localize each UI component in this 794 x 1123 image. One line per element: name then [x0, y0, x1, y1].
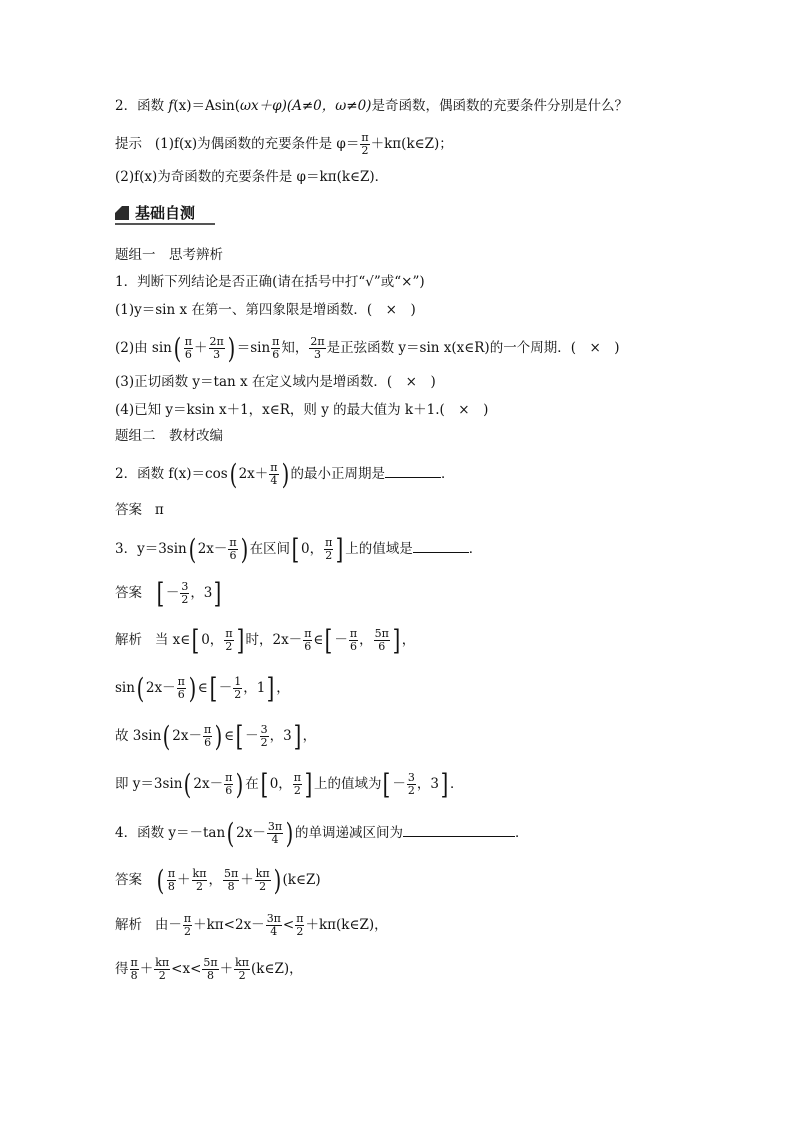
comma: ， [401, 632, 416, 648]
paren-close: ) [227, 331, 236, 365]
q-eq: ＝A [191, 98, 215, 114]
hint-line-2 [115, 167, 388, 187]
plus: ＋ [219, 961, 234, 977]
jx-a: 由－ [154, 917, 182, 933]
frac-den: 2 [238, 969, 246, 982]
bracket-open: [ [325, 623, 333, 657]
frac-num: kπ [192, 867, 207, 880]
fraction [154, 957, 170, 982]
paren-open: ( [184, 767, 192, 801]
frac-den: 2 [234, 688, 242, 701]
answer-label: 答案 [115, 585, 142, 601]
frac-den: 2 [260, 736, 268, 749]
frac-num: π [325, 536, 333, 549]
frac-num: π [225, 627, 233, 640]
neg: － [392, 776, 406, 792]
three-end: ，3 [269, 728, 292, 744]
jx-b: ＋kπ<2x－ [193, 917, 265, 933]
q4-line [115, 816, 529, 850]
answer-end: ，3 [190, 585, 213, 601]
paren-open: ( [136, 671, 145, 705]
jx1-b: 时，2x－ [245, 632, 303, 648]
frac-den: 6 [304, 640, 312, 653]
frac-den: 6 [229, 549, 237, 562]
frac-den: 2 [181, 593, 189, 606]
frac-den: 4 [271, 833, 279, 846]
frac-den: 6 [378, 640, 386, 653]
fraction [183, 913, 192, 938]
paren-open: ( [188, 532, 197, 566]
inner: 2x－ [193, 776, 224, 792]
fraction [293, 772, 302, 797]
plus: ＋ [177, 872, 191, 888]
inner: 2x－ [145, 680, 176, 696]
lt-x-lt: <x< [171, 961, 202, 977]
fraction [295, 913, 304, 938]
frac-den: 8 [130, 969, 138, 982]
q2b-text: 的最小正周期是 [290, 466, 385, 482]
frac-num: π [304, 627, 312, 640]
comma: ， [208, 872, 222, 888]
frac-num: 3 [260, 723, 268, 736]
q1-statement-2 [115, 331, 620, 365]
period: ． [449, 776, 464, 792]
q-args: ωx＋φ)(A≠0，ω≠0) [240, 98, 372, 114]
q3-jx-2 [115, 671, 290, 705]
fraction [203, 724, 212, 749]
fraction [309, 336, 325, 361]
frac-num: π [293, 771, 302, 784]
plus: ＋ [139, 961, 154, 977]
fraction [269, 462, 278, 487]
fraction [228, 537, 237, 562]
frac-num: π [296, 912, 304, 925]
paren-open: ( [229, 457, 237, 491]
bracket-open: [ [383, 767, 391, 801]
bracket-open: [ [291, 532, 300, 566]
fraction [303, 628, 312, 653]
fraction [360, 132, 369, 157]
fraction [180, 581, 189, 606]
frac-den: 4 [270, 474, 278, 487]
fraction [407, 772, 416, 797]
q1-statement-1: (1)y＝sin x 在第一、第四象限是增函数．( × ) [115, 302, 416, 318]
q4-prefix: 4．函数 y＝－tan [115, 825, 226, 841]
bracket-open: [ [209, 671, 218, 705]
bracket-close: ] [236, 623, 244, 657]
paren-open: ( [226, 816, 235, 850]
frac-num: 2π [209, 335, 224, 348]
paren-close: ) [281, 457, 289, 491]
q3-text: 在区间 [249, 541, 291, 557]
frac-num: kπ [235, 956, 250, 969]
frac-den: 2 [196, 880, 203, 893]
frac-num: π [272, 335, 280, 348]
frac-num: 3 [407, 771, 415, 784]
frac-num: kπ [155, 956, 170, 969]
bracket-open: [ [260, 767, 269, 801]
frac-num: π [229, 536, 237, 549]
q2b-line [115, 457, 455, 491]
frac-num: π [130, 956, 138, 969]
neg: － [218, 680, 233, 696]
l4-zai: 在 [245, 776, 259, 792]
frac-num: π [184, 335, 193, 348]
neg: － [245, 728, 259, 744]
frac-den: 6 [204, 736, 212, 749]
bracket-close: ] [293, 719, 301, 753]
q3-inner: 2x－ [197, 541, 228, 557]
frac-den: 6 [184, 348, 192, 361]
jx1-a: 当 x∈ [154, 632, 191, 648]
frac-den: 2 [296, 925, 304, 938]
jx-d: ＋kπ(k∈Z)， [305, 917, 388, 933]
frac-num: π [270, 461, 278, 474]
fraction [234, 957, 250, 982]
frac-num: 2π [310, 335, 325, 348]
frac-num: 5π [223, 867, 239, 880]
group-1-title: 题组一 思考辨析 [115, 247, 223, 263]
q-sin: sin( [214, 98, 241, 114]
bracket-close: ] [214, 576, 222, 610]
q2b-prefix: 2．函数 f(x)＝cos [115, 466, 228, 482]
fraction [255, 868, 271, 893]
q-fx: f [168, 98, 174, 114]
frac-den: 2 [361, 144, 369, 157]
q4-inner: 2x－ [236, 825, 266, 841]
frac-den: 2 [407, 784, 415, 797]
three-end: ，3 [416, 776, 439, 792]
section-square-icon [115, 206, 129, 220]
fraction [184, 336, 193, 361]
q4-text: 的单调递减区间为 [295, 825, 403, 841]
fraction [267, 821, 283, 846]
fraction [167, 868, 176, 893]
frac-num: 5π [374, 627, 389, 640]
one-end: ，1 [243, 680, 266, 696]
frac-den: 8 [167, 880, 175, 893]
zero: 0， [301, 541, 324, 557]
fraction [271, 336, 280, 361]
fraction [224, 628, 233, 653]
q3-jx-4 [115, 767, 464, 801]
know: 知， [281, 340, 309, 356]
frac-den: 2 [183, 925, 191, 938]
comma: ， [359, 632, 373, 648]
hint-part1-end: ＋kπ(k∈Z)； [370, 136, 453, 152]
frac-num: π [361, 131, 369, 144]
fraction [223, 868, 239, 893]
fraction [202, 957, 218, 982]
l3-prefix: 故 3sin [115, 728, 162, 744]
answer-blank[interactable] [385, 476, 441, 478]
q-paren: (x) [173, 98, 192, 114]
q4-jx-1 [115, 913, 388, 938]
fraction [192, 868, 208, 893]
q4-jx-2 [115, 957, 303, 982]
q1-statement-3: (3)正切函数 y＝tan x 在定义域内是增函数．( × ) [115, 374, 436, 390]
frac-num: π [177, 675, 185, 688]
hint-part2: (2)f(x)为奇函数的充要条件是 φ＝kπ(k∈Z)． [115, 169, 389, 185]
get: 得 [115, 961, 129, 977]
q3-answer [115, 576, 223, 610]
analysis-label: 解析 [115, 632, 142, 648]
eq-sin: ＝sin [236, 340, 271, 356]
frac-den: 2 [325, 549, 333, 562]
s2-prefix: (2)由 sin [115, 340, 172, 356]
bracket-close: ] [304, 767, 313, 801]
q3-end: ． [468, 541, 483, 557]
fraction [266, 913, 282, 938]
frac-den: 8 [227, 880, 235, 893]
paren-close: ) [235, 767, 244, 801]
plus: ＋ [240, 872, 254, 888]
in-sym: ∈ [197, 680, 208, 696]
paren-close: ) [188, 671, 197, 705]
answer-blank[interactable] [413, 551, 469, 553]
frac-num: 3π [267, 820, 283, 833]
answer-value: π [154, 502, 164, 518]
bracket-open: [ [191, 623, 200, 657]
frac-den: 2 [225, 640, 233, 653]
question-2-top [115, 96, 628, 116]
frac-num: π [225, 771, 233, 784]
answer-blank[interactable] [403, 835, 515, 837]
frac-den: 4 [270, 925, 278, 938]
frac-den: 6 [349, 640, 357, 653]
q2b-end: ． [440, 466, 455, 482]
paren-open: ( [173, 331, 182, 365]
q1-statement-4: (4)已知 y＝ksin x＋1，x∈R，则 y 的最大值为 k＋1.( × ) [115, 402, 489, 418]
frac-num: 3π [266, 912, 281, 925]
frac-num: kπ [255, 867, 270, 880]
fraction [374, 628, 390, 653]
q-number: 2． [115, 98, 138, 114]
q3-line [115, 532, 483, 566]
fraction [324, 537, 333, 562]
inner: 2x－ [172, 728, 202, 744]
frac-den: 3 [213, 348, 221, 361]
frac-den: 2 [158, 969, 166, 982]
frac-den: 3 [314, 348, 321, 361]
answer-label: 答案 [115, 872, 142, 888]
paren-close: ) [285, 816, 294, 850]
frac-num: 3 [181, 580, 189, 593]
paren-open: ( [156, 863, 165, 897]
q-text: 函数 [137, 98, 169, 114]
q1-intro: 1．判断下列结论是否正确(请在括号中打“√”或“×”) [115, 274, 425, 290]
frac-den: 8 [207, 969, 214, 982]
fraction [349, 628, 358, 653]
frac-num: 5π [203, 956, 218, 969]
s2-end: 是正弦函数 y＝sin x(x∈R)的一个周期．( × ) [326, 340, 620, 356]
hint-label: 提示 [115, 136, 142, 152]
fraction [260, 724, 269, 749]
answer-label: 答案 [115, 502, 142, 518]
frac-den: 6 [177, 688, 185, 701]
comma: ， [302, 728, 317, 744]
hint-part1: (1)f(x)为偶函数的充要条件是 φ＝ [154, 136, 360, 152]
fraction [130, 957, 139, 982]
zero: 0， [269, 776, 292, 792]
frac-num: π [167, 867, 176, 880]
paren-open: ( [162, 719, 171, 753]
frac-num: π [183, 912, 192, 925]
hint-line-1 [115, 132, 453, 157]
q4-end: ． [515, 825, 529, 841]
l4-prefix: 即 y＝3sin [115, 776, 183, 792]
frac-num: 1 [234, 675, 242, 688]
bracket-close: ] [266, 671, 275, 705]
frac-num: π [349, 627, 358, 640]
bracket-close: ] [335, 532, 344, 566]
q2b-answer [115, 500, 164, 520]
frac-den: 6 [225, 784, 233, 797]
analysis-label: 解析 [115, 917, 142, 933]
fraction [177, 676, 186, 701]
q3-jx-1 [115, 623, 416, 657]
q2b-inner: 2x＋ [238, 466, 269, 482]
fraction [233, 676, 242, 701]
bracket-close: ] [440, 767, 449, 801]
in-sym: ∈ [224, 728, 235, 744]
neg: － [334, 632, 348, 648]
q3-prefix: 3．y＝3sin [115, 541, 187, 557]
plus: ＋ [194, 340, 208, 356]
l4-text: 上的值域为 [313, 776, 382, 792]
jx-c: < [282, 917, 295, 933]
zero: 0， [201, 632, 224, 648]
kz-end: (k∈Z)， [251, 961, 303, 977]
q3-jx-3 [115, 719, 317, 753]
frac-den: 6 [272, 348, 280, 361]
bracket-close: ] [392, 623, 401, 657]
fraction [209, 336, 225, 361]
section-underline [115, 223, 215, 225]
l2-sin: sin [115, 680, 135, 696]
bracket-open: [ [156, 576, 165, 610]
q3-text-c: 上的值域是 [345, 541, 413, 557]
bracket-open: [ [235, 719, 244, 753]
paren-close: ) [240, 532, 248, 566]
kz: (k∈Z) [282, 872, 321, 888]
comma: ， [276, 680, 290, 696]
frac-num: π [203, 723, 212, 736]
q4-answer [115, 863, 321, 897]
frac-den: 2 [259, 880, 267, 893]
jx1-c: ∈ [313, 632, 324, 648]
group-2-title: 题组二 教材改编 [115, 428, 223, 444]
neg: － [165, 585, 180, 601]
paren-close: ) [214, 719, 223, 753]
fraction [224, 772, 233, 797]
section-title: 基础自测 [135, 204, 196, 222]
q-text-b: 是奇函数，偶函数的充要条件分别是什么？ [371, 98, 628, 114]
paren-close: ) [273, 863, 281, 897]
frac-den: 2 [293, 784, 301, 797]
